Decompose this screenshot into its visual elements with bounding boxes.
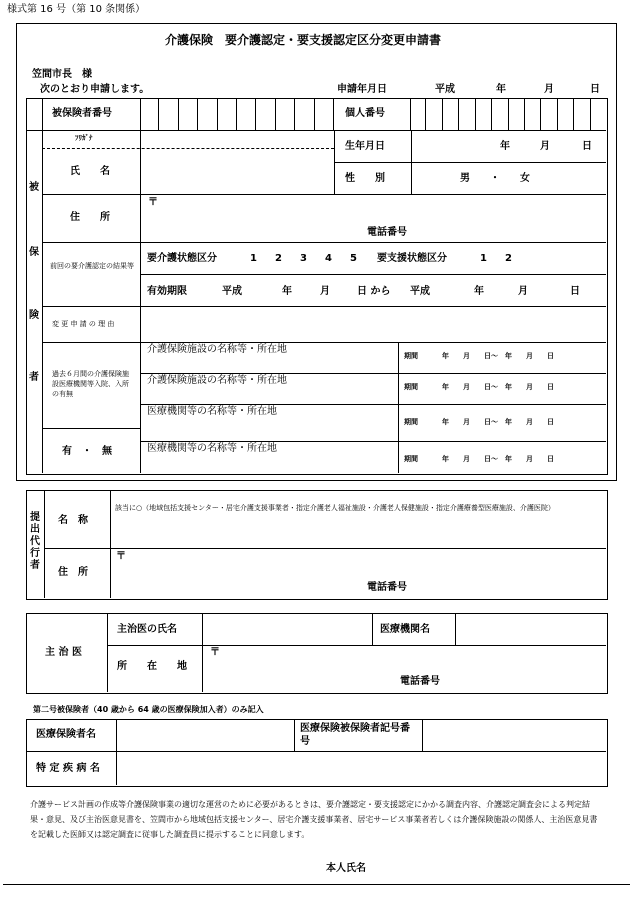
institution-label: 医療機関名 (380, 624, 430, 635)
agent-postal-mark: 〒 (116, 551, 126, 562)
personal-number-input[interactable] (410, 98, 606, 130)
valid-from-year: 年 (282, 286, 292, 297)
valid-to-year: 年 (474, 286, 484, 297)
support-level-label: 要支援状態区分 (377, 253, 447, 264)
agent-name-label: 名 称 (58, 515, 88, 526)
facility-history-label: 過去６月間の介護保険施設医療機関等入院、入所の有無 (52, 370, 129, 398)
valid-from-suffix: 日 から (357, 286, 391, 297)
facility-name-label: 医療機関等の名称等・所在地 (147, 406, 277, 417)
care-level-option[interactable]: 1 (250, 253, 257, 264)
valid-period-label: 有効期限 (147, 286, 187, 297)
period-label: 期間 (404, 455, 418, 463)
period-label: 期間 (404, 418, 418, 426)
valid-to-day: 日 (570, 286, 580, 297)
form-number: 様式第 16 号（第 10 条関係） (7, 4, 146, 15)
has-none-toggle[interactable]: 有 ・ 無 (62, 446, 112, 457)
agent-char: 者 (30, 560, 40, 571)
section-char: 保 (29, 247, 39, 258)
apply-date-year: 年 (496, 84, 506, 95)
agent-name-note[interactable]: 該当に○（地域包括支援センター・居宅介護支援事業者・指定介護老人福祉施設・介護老人保健施設・指定介護療養型医療施設、介護医院） (115, 504, 555, 512)
name-label: 氏 名 (70, 166, 110, 177)
care-level-option[interactable]: 2 (275, 253, 282, 264)
sex-label: 性 別 (345, 173, 385, 184)
prev-cert-label: 前回の要介護認定の結果等 (50, 262, 134, 270)
birth-year: 年 (500, 141, 510, 152)
consent-text: 介護サービス計画の作成等介護保険事業の適切な運営のために必要があるときは、要介護認定・要支援認定にかかる調査内容、介護認定調査会による判定結果・意見、及び主治医意見書を、笠間市から地域包括支援センター、居宅介護支援事業者、居宅サービス事業者若しくは介護保険施設の関係人、主治医意見書を記載した医師又は認定調査に従事した調査員に提示することに同意します。 (30, 800, 598, 840)
page-title: 介護保険 要介護認定・要支援認定区分変更申請書 (165, 33, 442, 47)
reason-input[interactable] (140, 306, 606, 342)
period-text[interactable]: 年 月 日～ 年 月 日 (442, 352, 554, 360)
section-char: 険 (29, 310, 39, 321)
doctor-section-label: 主 治 医 (45, 647, 82, 658)
doctor-name-label: 主治医の氏名 (117, 624, 177, 635)
reason-label: 変 更 申 請 の 理 由 (52, 320, 115, 328)
care-level-label: 要介護状態区分 (147, 253, 217, 264)
period-label: 期間 (404, 383, 418, 391)
second-insured-note: 第二号被保険者（40 歳から 64 歳の医療保険加入者）のみ記入 (33, 705, 264, 714)
agent-char: 出 (30, 524, 40, 535)
birth-month: 月 (540, 141, 550, 152)
disease-label: 特 定 疾 病 名 (36, 763, 100, 774)
insurer-label: 医療保険者名 (36, 729, 96, 740)
agent-char: 提 (30, 512, 40, 523)
address-label: 住 所 (70, 212, 110, 223)
care-level-option[interactable]: 3 (300, 253, 307, 264)
agent-address-label: 住 所 (58, 567, 88, 578)
care-level-option[interactable]: 5 (350, 253, 357, 264)
doctor-postal-mark: 〒 (210, 647, 220, 658)
birth-label: 生年月日 (345, 141, 385, 152)
insured-number-label: 被保険者番号 (52, 108, 112, 119)
furigana-label: ﾌﾘｶﾞﾅ (75, 134, 93, 142)
facility-name-label: 介護保険施設の名称等・所在地 (147, 344, 287, 355)
insured-number-input[interactable] (140, 98, 334, 130)
agent-char: 行 (30, 548, 40, 559)
period-label: 期間 (404, 352, 418, 360)
period-text[interactable]: 年 月 日～ 年 月 日 (442, 383, 554, 391)
sex-options[interactable]: 男 ・ 女 (460, 173, 530, 184)
valid-from-era: 平成 (222, 286, 242, 297)
care-level-option[interactable]: 4 (325, 253, 332, 264)
name-input[interactable] (140, 130, 334, 194)
agent-phone-label: 電話番号 (367, 582, 407, 593)
valid-to-month: 月 (518, 286, 528, 297)
section-char: 被 (29, 182, 39, 193)
doctor-location-label: 所 在 地 (117, 661, 187, 672)
apply-date-day: 日 (590, 84, 600, 95)
personal-number-label: 個人番号 (345, 108, 385, 119)
addressee: 笠間市長 様 (32, 69, 92, 80)
phone-label: 電話番号 (367, 227, 407, 238)
facility-name-label: 医療機関等の名称等・所在地 (147, 443, 277, 454)
doctor-phone-label: 電話番号 (400, 676, 440, 687)
period-text[interactable]: 年 月 日～ 年 月 日 (442, 455, 554, 463)
valid-from-month: 月 (320, 286, 330, 297)
agent-char: 代 (30, 536, 40, 547)
insured-symbol-label: 医療保険被保険者記号番号 (300, 723, 410, 747)
apply-date-month: 月 (544, 84, 554, 95)
signature-label: 本人氏名 (326, 863, 366, 874)
apply-date-era: 平成 (435, 84, 455, 95)
apply-date-label: 申請年月日 (337, 84, 387, 95)
support-level-option[interactable]: 1 (480, 253, 487, 264)
support-level-option[interactable]: 2 (505, 253, 512, 264)
facility-name-label: 介護保険施設の名称等・所在地 (147, 375, 287, 386)
valid-to-era: 平成 (410, 286, 430, 297)
postal-mark: 〒 (148, 197, 158, 208)
birth-day: 日 (582, 141, 592, 152)
section-char: 者 (29, 372, 39, 383)
period-text[interactable]: 年 月 日～ 年 月 日 (442, 418, 554, 426)
lead-text: 次のとおり申請します。 (40, 84, 150, 95)
